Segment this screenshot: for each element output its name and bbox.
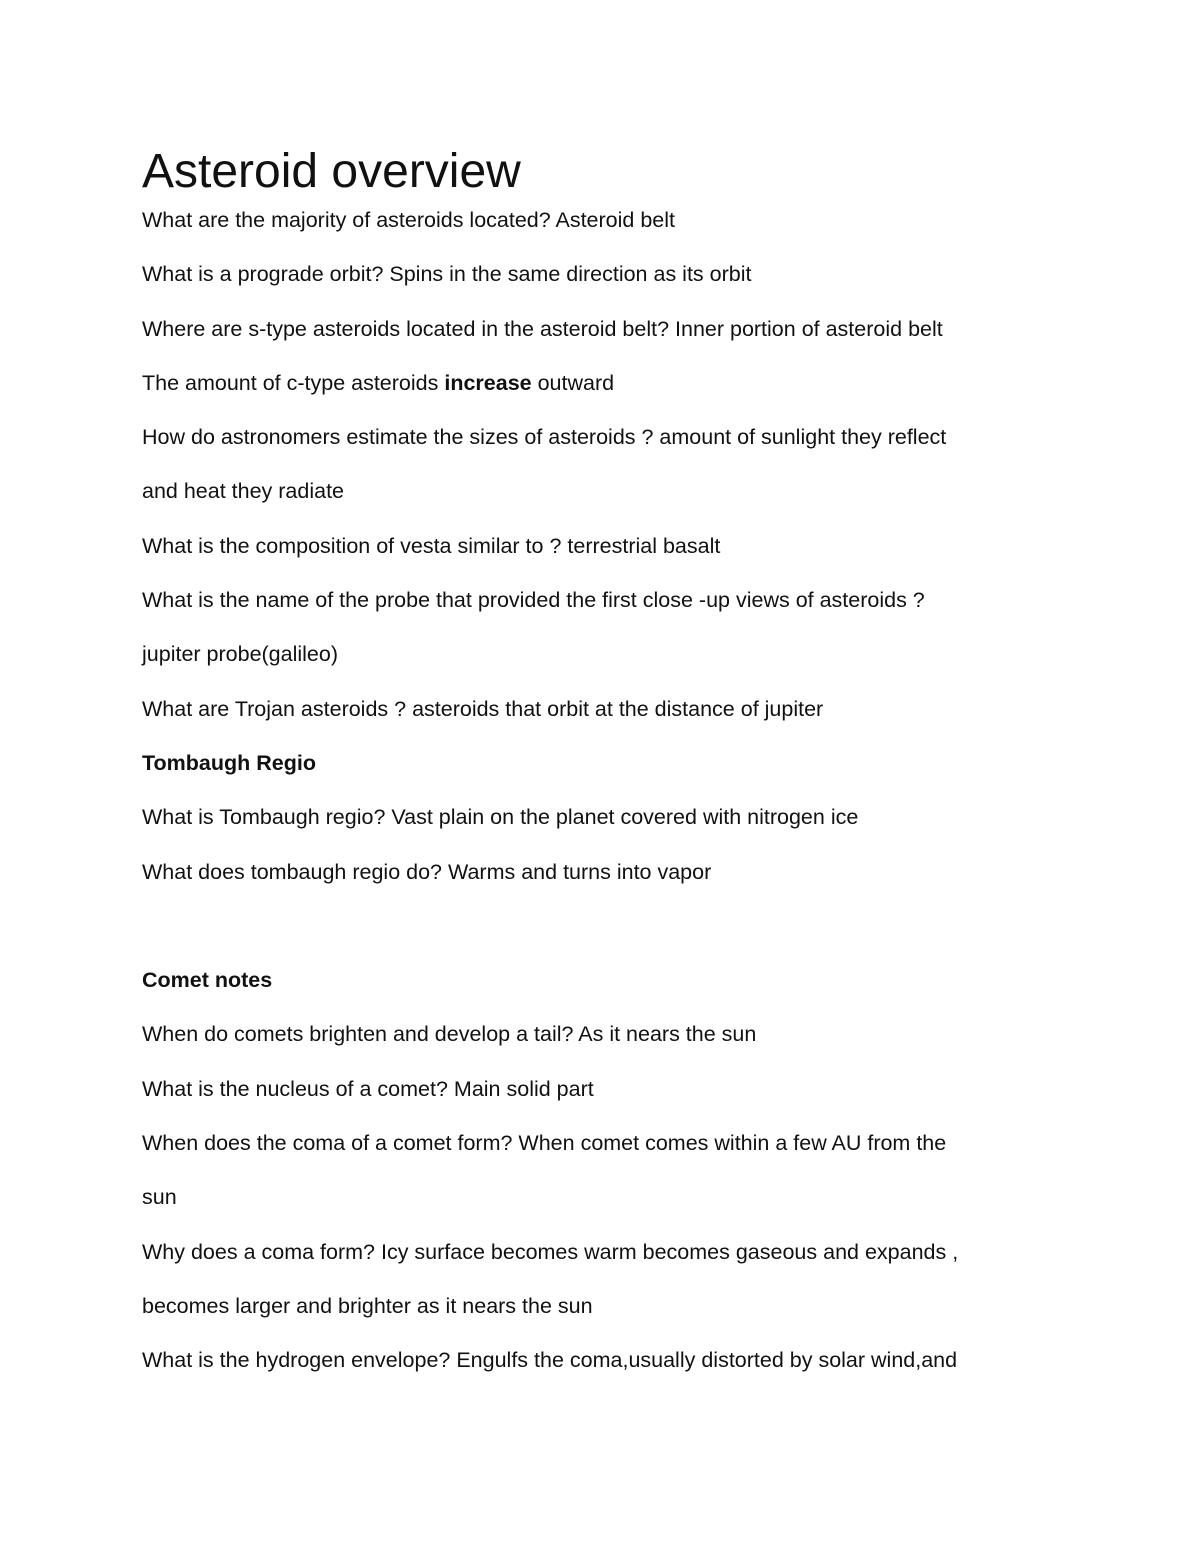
note-line: sun — [142, 1185, 177, 1210]
emphasis-text: increase — [444, 370, 532, 395]
note-line: What is the composition of vesta similar to ? terrestrial basalt — [142, 533, 721, 558]
document-content — [142, 141, 1072, 1388]
note-line: What is Tombaugh regio? Vast plain on the planet covered with nitrogen ice — [142, 805, 859, 830]
blank-line — [142, 899, 1072, 953]
note-text: The amount of c-type asteroids — [142, 370, 445, 395]
note-line: What is a prograde orbit? Spins in the same direction as its orbit — [142, 262, 752, 287]
note-line: Why does a coma form? Icy surface becomes warm becomes gaseous and expands , — [142, 1239, 959, 1264]
note-line: What are the majority of asteroids located? Asteroid belt — [142, 208, 675, 232]
note-line: When do comets brighten and develop a tail? As it nears the sun — [142, 1022, 757, 1047]
note-line-ctype — [142, 356, 1072, 410]
section-heading-tombaugh: Tombaugh Regio — [142, 750, 316, 775]
note-line: What is the name of the probe that provided the first close -up views of asteroids ? — [142, 588, 925, 613]
note-line: What is the nucleus of a comet? Main solid part — [142, 1076, 594, 1101]
note-line: What are Trojan asteroids ? asteroids that orbit at the distance of jupiter — [142, 696, 824, 721]
note-line: jupiter probe(galileo) — [142, 642, 338, 667]
section-heading-comet: Comet notes — [142, 968, 273, 993]
note-line: Where are s-type asteroids located in the asteroid belt? Inner portion of asteroid belt — [142, 316, 943, 341]
note-line: When does the coma of a comet form? When comet comes within a few AU from the — [142, 1131, 947, 1156]
note-line: becomes larger and brighter as it nears the sun — [142, 1293, 593, 1318]
note-line: What does tombaugh regio do? Warms and turns into vapor — [142, 859, 712, 884]
note-line: and heat they radiate — [142, 479, 345, 504]
note-text: outward — [531, 370, 615, 395]
note-line: How do astronomers estimate the sizes of asteroids ? amount of sunlight they reflect — [142, 425, 947, 450]
document-title: Asteroid overview — [142, 145, 521, 198]
note-line: What is the hydrogen envelope? Engulfs the coma,usually distorted by solar wind,and — [142, 1348, 958, 1373]
